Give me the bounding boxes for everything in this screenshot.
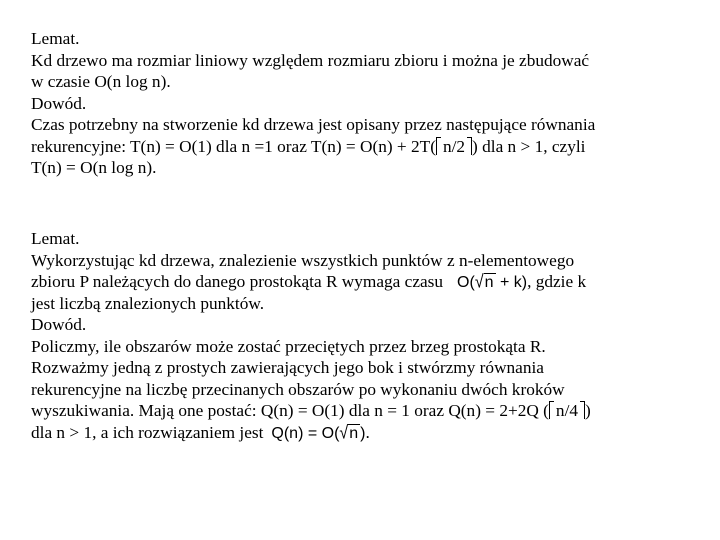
lemma-2-proof-line-1: Policzmy, ile obszarów może zostać przeciętych przez brzeg prostokąta R. [31,336,546,356]
lemma-2-title: Lemat. [31,229,80,248]
radicand: n [484,274,494,291]
lemma-1-statement-line-1: Kd drzewo ma rozmiar liniowy względem rozmiaru zbioru i można je zbudować [31,50,590,70]
lemma-1-proof-line-2 [31,136,703,158]
lemma-1-proof-title: Dowód. [31,93,87,113]
lemma-2-proof-line-5 [31,422,703,444]
formula-suffix: + k) [495,274,528,291]
complexity-formula [457,274,527,291]
lemma-2-proof-line-3: rekurencyjne na liczbę przecinanych obszarów po wykonaniu dwóch kroków [31,379,565,399]
lemma-2-proof-line-4 [31,400,703,422]
formula-prefix: O( [457,274,475,291]
lemma-2-block [31,228,703,443]
proof-text: . [365,422,370,442]
statement-text: zbioru P należących do danego prostokąta R wymaga czasu [31,272,444,291]
statement-text: , gdzie k [527,272,587,291]
lemma-1-block [31,28,703,179]
solution-formula [271,425,365,442]
lemma-1-proof-line-1: Czas potrzebny na stworzenie kd drzewa jest opisany przez następujące równania [31,115,596,134]
ceiling-expression [436,136,472,158]
ceiling-argument: n/4 [555,401,579,420]
lemma-1-proof-line-3: T(n) = O(n log n). [31,158,157,177]
square-root: √n [339,423,359,443]
lemma-2-statement-line-2 [31,271,703,293]
square-root: √n [474,272,494,293]
lemma-1-title: Lemat. [31,29,80,48]
lemma-2-proof-line-2: Rozważmy jedną z prostych zawierających jego bok i stwórzmy równania [31,358,544,377]
proof-text: ) [585,401,591,420]
lemma-2-proof-title: Dowód. [31,315,87,334]
proof-text: rekurencyjne: T(n) = O(1) dla n =1 oraz T(n) = O(n) + 2T( [31,136,436,156]
proof-text: ) dla n > 1, czyli [472,136,586,156]
proof-text: wyszukiwania. Mają one postać: Q(n) = O(1) dla n = 1 oraz Q(n) = 2+2Q ( [31,401,549,420]
formula-suffix: ) [360,424,366,442]
lemma-2-statement-line-1: Wykorzystując kd drzewa, znalezienie wszystkich punktów z n-elementowego [31,250,575,270]
lemma-1-statement-line-2: w czasie O(n log n). [31,72,171,91]
radicand: n [349,424,359,442]
ceiling-argument: n/2 [442,136,466,156]
lemma-2-statement-line-3: jest liczbą znalezionych punktów. [31,293,265,313]
ceiling-expression [549,400,585,422]
proof-text: dla n > 1, a ich rozwiązaniem jest [31,422,264,442]
formula-prefix: Q(n) = O( [271,424,340,442]
